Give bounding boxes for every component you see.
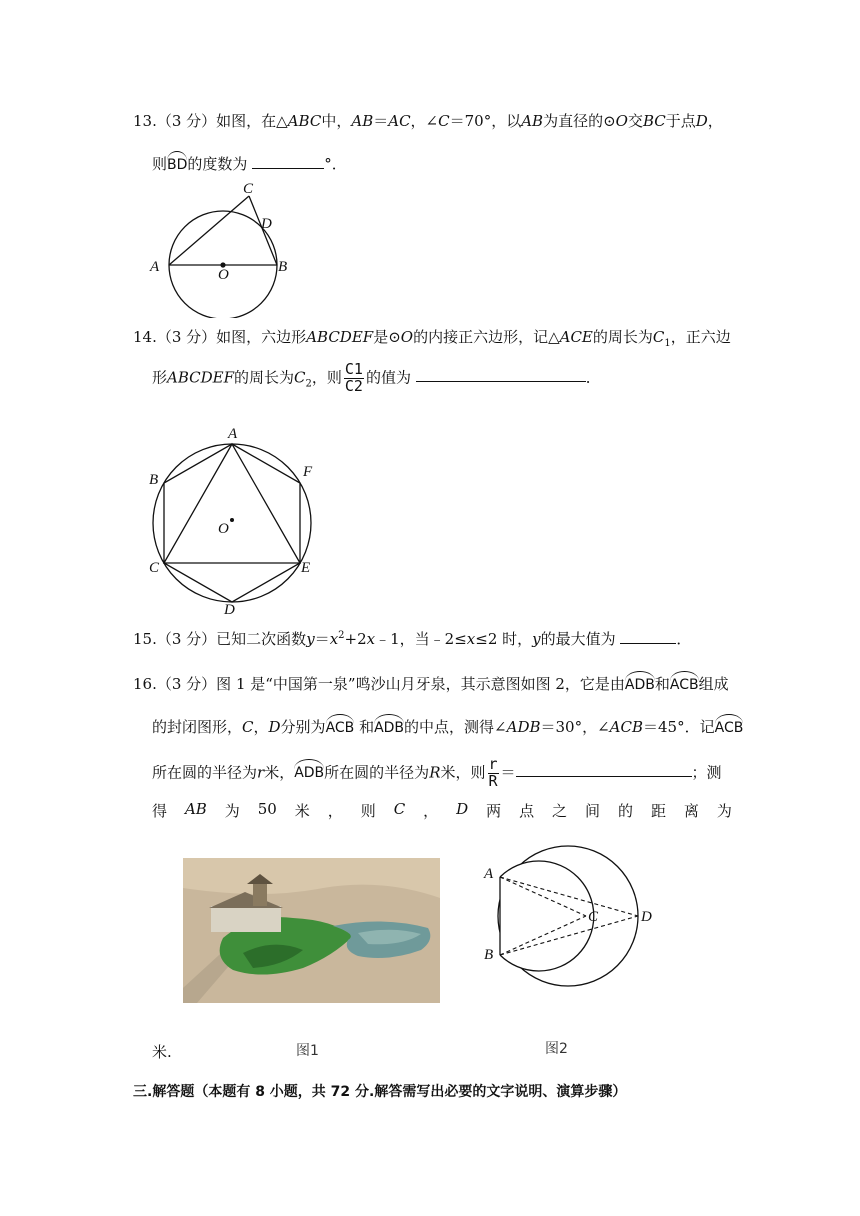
q16-text: ＝45°．记: [643, 718, 715, 736]
q16-line5: [152, 1045, 172, 1060]
q16-text: 的中点，测得∠: [404, 718, 507, 736]
q16-text: 和: [359, 718, 375, 736]
fig2-label-d: D: [641, 909, 652, 925]
q13-var: AB: [521, 112, 544, 130]
q13-line2: [152, 155, 347, 172]
fraction-denominator: R: [488, 771, 498, 790]
q16-figure2: [478, 833, 678, 1008]
q14-line2: [152, 362, 601, 395]
q14-label-b: B: [149, 472, 159, 488]
q14-answer-blank[interactable]: [416, 381, 586, 382]
q16-text: 米，: [264, 763, 295, 782]
q16-var: R: [429, 763, 441, 782]
arc-adb: ADB: [374, 720, 405, 736]
q16-number: 16.（3 分）: [133, 675, 217, 693]
arc-adb: ADB: [294, 765, 325, 782]
q16-word: 为: [716, 802, 732, 820]
q15-text: ．: [676, 630, 692, 648]
q14-label-a: A: [228, 426, 238, 442]
q14-label-f: F: [303, 464, 313, 480]
q14-center-dot: [230, 518, 234, 522]
q14-var: ABCDEF: [306, 328, 374, 346]
q14-var: ABCDEF: [167, 368, 235, 387]
q14-triangle-ace: [164, 444, 300, 563]
q13-answer-blank[interactable]: [252, 168, 324, 169]
q13-text: ，: [707, 112, 723, 130]
q14-text: ．: [585, 368, 601, 387]
q16-text: 分别为: [280, 718, 326, 736]
q13-var: C: [438, 112, 450, 130]
q16-line4: [152, 800, 732, 821]
q16-text: 所在圆的半径为: [324, 763, 430, 782]
q14-text: 是⊙: [373, 328, 401, 346]
q16-word: 的: [617, 802, 633, 820]
q16-var: C: [393, 800, 406, 818]
q14-text: 形: [152, 368, 168, 387]
q14-figure: [145, 423, 325, 623]
arc-acb: ACB: [714, 720, 744, 736]
q16-var: r: [257, 763, 265, 782]
q14-text: 如图，六边形: [216, 328, 307, 346]
q16-word: 得: [152, 802, 168, 820]
q16-word: 间: [585, 802, 601, 820]
q13-text: ＝: [373, 112, 389, 130]
q14-hexagon: [164, 444, 300, 602]
q13-label-o: O: [218, 267, 229, 283]
q16-word: 则: [360, 802, 376, 820]
section3-heading: 三.解答题（本题有 8 小题，共 72 分.解答需写出必要的文字说明、演算步骤）: [133, 1084, 627, 1100]
q16-var: D: [456, 800, 469, 818]
q14-line1: [133, 330, 731, 349]
q13-var: BC: [642, 112, 666, 130]
q13-label-a: A: [150, 259, 160, 275]
q16-word: 距: [650, 802, 666, 820]
q13-text: 为直径的⊙: [543, 112, 616, 130]
q13-text: 如图，在△: [216, 112, 288, 130]
q13-text: 交: [627, 112, 643, 130]
q14-circle: [153, 444, 311, 602]
q13-text: 则: [152, 155, 168, 173]
fig2-label-b: B: [484, 947, 494, 963]
photo-temple-base: [211, 906, 281, 932]
q15-number: 15.（3 分）: [133, 630, 217, 648]
q15-text: ＝: [314, 630, 330, 648]
inner-arc-acb: [500, 861, 594, 971]
q13-text: ，∠: [410, 112, 439, 130]
q14-var: ACE: [559, 328, 593, 346]
fraction-numerator: C1: [344, 360, 363, 378]
q13-text: 中，: [321, 112, 352, 130]
q16-word: 点: [519, 802, 535, 820]
q16-word: 为: [224, 802, 240, 820]
q16-var: ACB: [609, 718, 644, 736]
q16-text: 米.: [152, 1043, 172, 1061]
q13-text: ＝70°，以: [449, 112, 522, 130]
fraction-denominator: C2: [344, 376, 363, 395]
q13-label-b: B: [278, 259, 288, 275]
q16-text: ；测: [691, 763, 722, 782]
q15-var: y: [306, 630, 315, 648]
q14-text: 的值为: [365, 368, 411, 387]
q14-label-e: E: [301, 560, 311, 576]
q15-text: +2: [344, 630, 367, 648]
fig2-label-c: C: [588, 909, 599, 925]
q14-text: ，则: [311, 368, 342, 387]
arc-acb: ACB: [325, 720, 355, 736]
q14-text: ，正六边: [670, 328, 731, 346]
q16-line1: [133, 675, 729, 692]
q13-text: 于点: [665, 112, 696, 130]
arc-bd: BD: [167, 157, 188, 173]
q13-var: AB: [351, 112, 374, 130]
q16-word: 50: [257, 800, 277, 818]
q13-label-d: D: [261, 216, 272, 232]
q14-label-c: C: [149, 560, 160, 576]
q14-sub: 1: [664, 338, 671, 349]
q13-text: °．: [324, 155, 347, 173]
q14-text: 的周长为: [592, 328, 653, 346]
q16-word: 之: [552, 802, 568, 820]
q14-var: C: [294, 368, 306, 387]
q16-text: 和: [654, 675, 670, 693]
q15-sup: 2: [338, 630, 345, 641]
arc-acb: ACB: [669, 677, 699, 693]
q15-line: [133, 631, 691, 647]
q13-number: 13.（3 分）: [133, 112, 217, 130]
q16-text: 组成: [698, 675, 729, 693]
q15-var: y: [532, 630, 541, 648]
arc-adb: ADB: [624, 677, 655, 693]
q13-var: O: [615, 112, 628, 130]
q16-word: 米: [294, 802, 310, 820]
q14-fraction: [344, 362, 364, 395]
q16-text: ，: [253, 718, 269, 736]
q16-line2: [152, 718, 743, 735]
figure2-caption: 图2: [545, 1041, 568, 1057]
q14-var: O: [400, 328, 414, 346]
q16-fraction: [488, 757, 499, 790]
q14-label-d: D: [224, 602, 235, 618]
q16-line3: [152, 757, 722, 790]
q16-text: 所在圆的半径为: [152, 763, 258, 782]
fig2-label-a: A: [484, 866, 494, 882]
q15-text: 的最大值为: [540, 630, 616, 648]
q16-text: 米，则: [440, 763, 486, 782]
q14-text: 的内接正六边形，记△: [413, 328, 560, 346]
q14-number: 14.（3 分）: [133, 328, 217, 346]
q14-var: C: [652, 328, 665, 346]
q16-word: ，: [423, 802, 439, 820]
q14-sub: 2: [305, 378, 312, 390]
q16-word: 两: [486, 802, 502, 820]
figure1-caption: 图1: [296, 1043, 319, 1059]
q16-var: D: [268, 718, 281, 736]
q15-var: x: [366, 630, 376, 648]
q13-label-c: C: [243, 181, 254, 197]
q15-text: ≤2 时，: [475, 630, 533, 648]
q16-word: ，: [327, 802, 343, 820]
q13-line1: [133, 114, 723, 129]
q16-text: ＝: [500, 763, 516, 782]
q16-var: ADB: [506, 718, 541, 736]
q15-text: 已知二次函数: [216, 630, 307, 648]
q13-var: D: [695, 112, 708, 130]
fraction-numerator: r: [488, 755, 498, 773]
q13-figure: [145, 178, 305, 318]
q15-var: x: [466, 630, 476, 648]
q16-text: ＝30°，∠: [540, 718, 610, 736]
q15-var: x: [329, 630, 339, 648]
q16-text: 的封闭图形，: [152, 718, 243, 736]
q14-label-o: O: [218, 521, 229, 537]
crescent-spring-photo: [183, 858, 440, 1003]
q16-word: 离: [683, 802, 699, 820]
q16-var: C: [242, 718, 254, 736]
q13-text: 的度数为: [187, 155, 248, 173]
q16-text: 图 1 是“中国第一泉”鸣沙山月牙泉，其示意图如图 2，它是由: [216, 675, 625, 693]
q14-text: 的周长为: [234, 368, 295, 387]
q16-var: AB: [184, 800, 207, 818]
q15-text: ﹣1，当﹣2≤: [375, 630, 467, 648]
q13-var: AC: [388, 112, 411, 130]
q15-answer-blank[interactable]: [620, 643, 676, 644]
q13-var: ABC: [287, 112, 322, 130]
q16-answer-blank-1[interactable]: [516, 776, 692, 777]
